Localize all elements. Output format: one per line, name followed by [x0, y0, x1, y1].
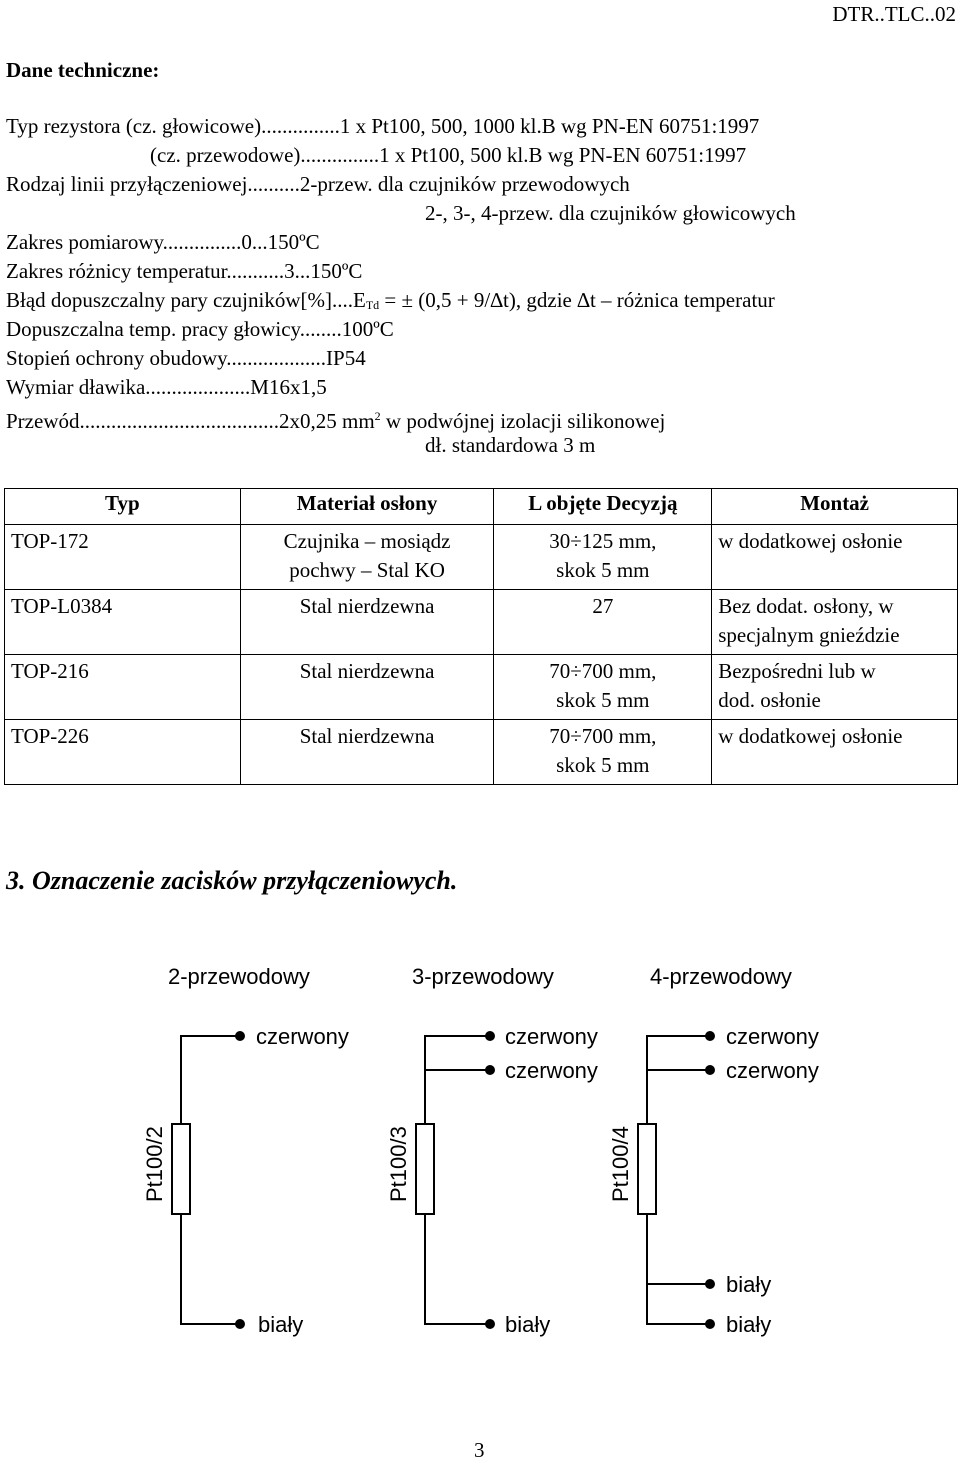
terminal-dot [705, 1279, 715, 1289]
wire-label: czerwony [505, 1058, 598, 1083]
spec-resistor-head: Typ rezystora (cz. głowicowe)...............1 x Pt100, 500, 1000 kl.B wg PN-EN 60751:1997 [6, 114, 760, 138]
wire-label: czerwony [726, 1024, 819, 1049]
spec-temp-diff: Zakres różnicy temperatur...........3...150ºC [6, 259, 363, 283]
cell-typ: TOP-226 [5, 720, 241, 785]
resistor-symbol [638, 1124, 656, 1214]
cell-material: Czujnika – mosiądz pochwy – Stal KO [240, 525, 494, 590]
spec-cable-length: dł. standardowa 3 m [425, 433, 596, 457]
terminal-dot [485, 1319, 495, 1329]
terminal-dot [485, 1065, 495, 1075]
cell-typ: TOP-L0384 [5, 590, 241, 655]
diagram-title-3-wire: 3-przewodowy [412, 964, 554, 989]
cell-mounting: Bez dodat. osłony, w specjalnym gnieździe [712, 590, 958, 655]
resistor-label-3: Pt100/3 [386, 1126, 411, 1202]
cell-length: 27 [494, 590, 712, 655]
cell-material: Stal nierdzewna [240, 655, 494, 720]
table-header-row [5, 489, 958, 525]
wire-label: czerwony [256, 1024, 349, 1049]
cell-typ: TOP-172 [5, 525, 241, 590]
wire-label: biały [726, 1312, 772, 1337]
header-typ: Typ [5, 489, 241, 525]
cell-material: Stal nierdzewna [240, 590, 494, 655]
spec-resistor-wire: (cz. przewodowe)...............1 x Pt100, 500 kl.B wg PN-EN 60751:1997 [150, 143, 747, 167]
cell-mounting: w dodatkowej osłonie [712, 720, 958, 785]
page-number: 3 [474, 1438, 485, 1462]
header-material: Materiał osłony [240, 489, 494, 525]
wire-label: biały [726, 1272, 772, 1297]
wiring-diagrams [0, 940, 960, 1380]
diagram-4-wire [638, 1036, 710, 1324]
terminal-dot [485, 1031, 495, 1041]
terminal-dot [705, 1065, 715, 1075]
diagram-2-wire [172, 1036, 240, 1324]
spec-line-type-cont: 2-, 3-, 4-przew. dla czujników głowicowych [425, 201, 796, 225]
spec-protection: Stopień ochrony obudowy...................IP54 [6, 346, 366, 370]
resistor-label-2: Pt100/2 [142, 1126, 167, 1202]
cell-length: 30÷125 mm, skok 5 mm [494, 525, 712, 590]
wire-label: biały [505, 1312, 551, 1337]
cell-length: 70÷700 mm, skok 5 mm [494, 720, 712, 785]
resistor-symbol [416, 1124, 434, 1214]
resistor-label-4: Pt100/4 [608, 1126, 633, 1202]
spec-line-type: Rodzaj linii przyłączeniowej..........2-przew. dla czujników przewodowych [6, 172, 630, 196]
header-length: L objęte Decyzją [494, 489, 712, 525]
diagram-title-4-wire: 4-przewodowy [650, 964, 792, 989]
section-title: Dane techniczne: [6, 58, 160, 82]
spec-range: Zakres pomiarowy...............0...150ºC [6, 230, 320, 254]
terminal-dot [705, 1031, 715, 1041]
table-row [5, 720, 958, 785]
terminal-dot [235, 1319, 245, 1329]
product-table [4, 488, 958, 785]
spec-head-temp: Dopuszczalna temp. pracy głowicy........100ºC [6, 317, 394, 341]
spec-cable: Przewód......................................2x0,25 $mm^2$ w podwójnej izolacji silikonowej [6, 409, 666, 433]
wire-label: czerwony [726, 1058, 819, 1083]
terminal-dot [235, 1031, 245, 1041]
cell-mounting: Bezpośredni lub w dod. osłonie [712, 655, 958, 720]
cell-material: Stal nierdzewna [240, 720, 494, 785]
terminal-dot [705, 1319, 715, 1329]
cell-length: 70÷700 mm, skok 5 mm [494, 655, 712, 720]
diagram-3-wire [416, 1036, 490, 1324]
spec-pair-error: Błąd dopuszczalny pary $czujników[\%]....E_{Td}$ = ± (0,5 + 9/∆t), gdzie ∆t – różnica temperatur [6, 288, 775, 312]
header-mounting: Montaż [712, 489, 958, 525]
document-id: DTR..TLC..02 [832, 2, 956, 26]
cell-mounting: w dodatkowej osłonie [712, 525, 958, 590]
table-row [5, 655, 958, 720]
spec-gland: Wymiar dławika....................M16x1,5 [6, 375, 327, 399]
resistor-symbol [172, 1124, 190, 1214]
wire-label: biały [258, 1312, 304, 1337]
cell-typ: TOP-216 [5, 655, 241, 720]
diagram-title-2-wire: 2-przewodowy [168, 964, 310, 989]
table-row [5, 525, 958, 590]
wire-label: czerwony [505, 1024, 598, 1049]
section-heading-terminals: 3. Oznaczenie zacisków przyłączeniowych. [6, 866, 458, 895]
table-row [5, 590, 958, 655]
